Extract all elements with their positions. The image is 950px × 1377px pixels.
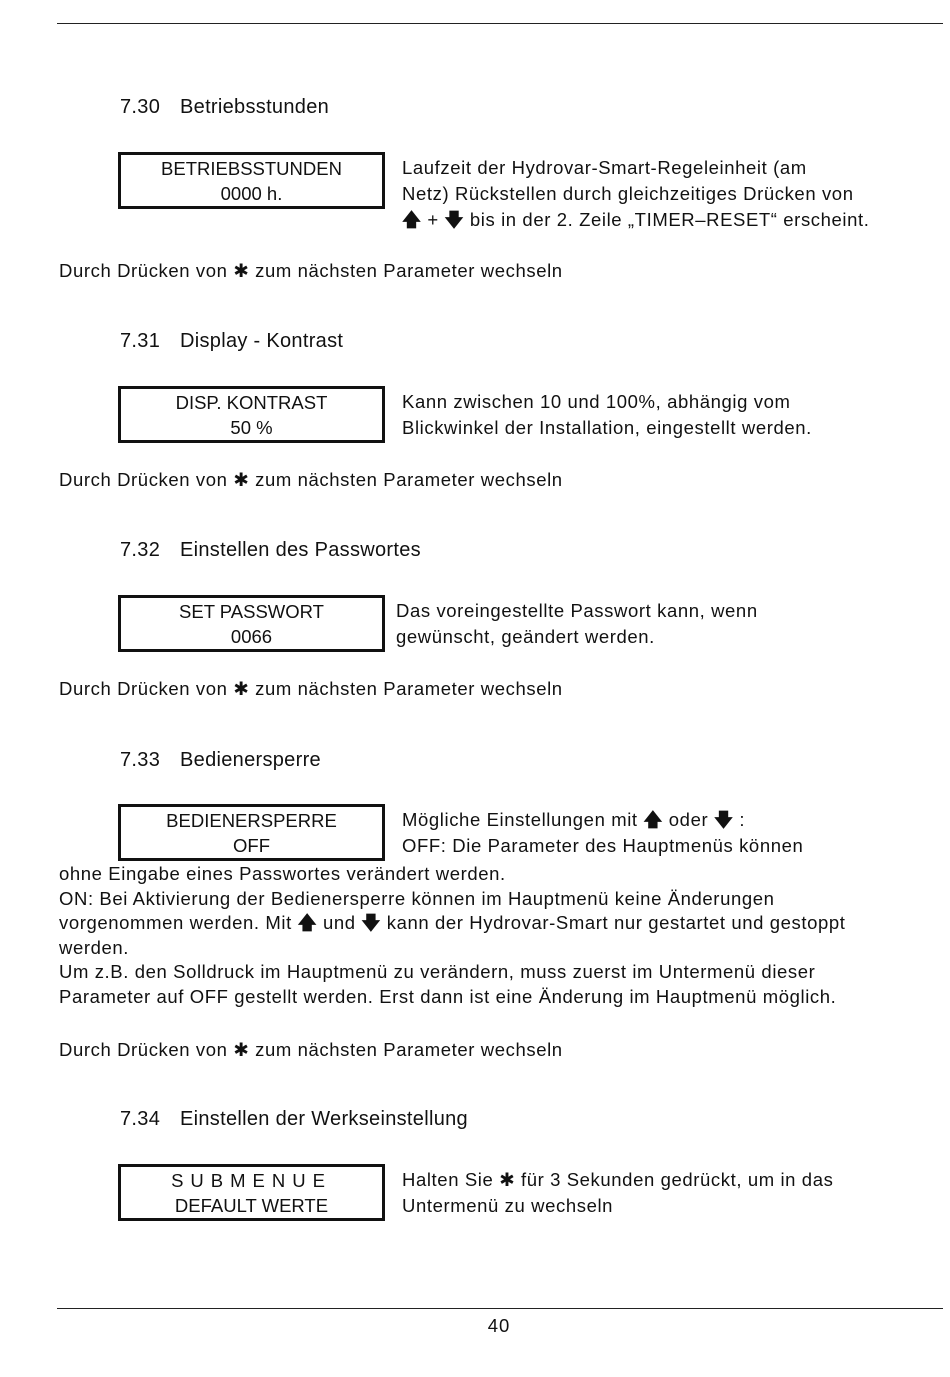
description-line: Halten Sie ✱ für 3 Sekunden gedrückt, um in das (402, 1169, 834, 1190)
paragraph-line: vorgenommen werden. Mit 🡅 und 🡇 kann der Hydrovar-Smart nur gestartet und gestoppt (59, 912, 846, 934)
arrow-up-icon: 🡅 (297, 912, 318, 934)
lcd-line-2: DEFAULT WERTE (174, 1195, 329, 1216)
description-line: Untermenü zu wechseln (402, 1195, 614, 1216)
asterisk-icon: ✱ (233, 469, 250, 490)
description-line: 🡅 + 🡇 bis in der 2. Zeile „TIMER–RESET“ erscheint. (402, 209, 870, 230)
description-line: OFF: Die Parameter des Hauptmenüs können (402, 835, 804, 856)
section-title: Display - Kontrast (180, 330, 344, 352)
navigation-hint: Durch Drücken von ✱ zum nächsten Parameter wechseln (59, 260, 563, 281)
description-line: Netz) Rückstellen durch gleichzeitiges Drücken von (402, 183, 854, 204)
lcd-line-1: SET PASSWORT (179, 601, 324, 622)
arrow-down-icon: 🡇 (444, 209, 465, 230)
section-number: 7.33 (120, 749, 161, 771)
section-heading-7-30 (120, 96, 329, 119)
description-line: Laufzeit der Hydrovar-Smart-Regeleinheit (am (402, 157, 807, 178)
description-line: Das voreingestellte Passwort kann, wenn (396, 600, 758, 621)
section-title: Einstellen des Passwortes (180, 539, 421, 561)
section-heading-7-32 (120, 539, 421, 562)
description-line: Blickwinkel der Installation, eingestellt werden. (402, 417, 812, 438)
asterisk-icon: ✱ (233, 1039, 250, 1060)
lcd-line-1: DISP. KONTRAST (175, 392, 328, 413)
lcd-line-2: 0000 h. (220, 183, 283, 204)
section-number: 7.30 (120, 96, 161, 118)
lcd-line-2: 50 % (230, 417, 273, 438)
description-betriebsstunden (402, 155, 870, 233)
lcd-display-passwort (118, 595, 385, 652)
header-rule (57, 23, 943, 24)
lcd-line-2: OFF (233, 835, 270, 856)
lcd-display-betriebsstunden (118, 152, 385, 209)
lcd-line-1: BETRIEBSSTUNDEN (161, 158, 342, 179)
paragraph-line: ON: Bei Aktivierung der Bedienersperre können im Hauptmenü keine Änderungen (59, 887, 775, 909)
section-title: Einstellen der Werkseinstellung (180, 1108, 468, 1130)
description-line: Mögliche Einstellungen mit 🡅 oder 🡇 : (402, 809, 746, 830)
lcd-display-submenue (118, 1164, 385, 1221)
paragraph-bedienersperre (59, 862, 846, 1010)
description-line: Kann zwischen 10 und 100%, abhängig vom (402, 391, 791, 412)
lcd-line-1: BEDIENERSPERRE (166, 810, 337, 831)
footer-rule (57, 1308, 943, 1309)
section-title: Bedienersperre (180, 749, 321, 771)
arrow-down-icon: 🡇 (361, 912, 381, 934)
navigation-hint: Durch Drücken von ✱ zum nächsten Parameter wechseln (59, 678, 563, 699)
section-number: 7.31 (120, 330, 161, 352)
section-title: Betriebsstunden (180, 96, 330, 118)
lcd-display-kontrast (118, 386, 385, 443)
asterisk-icon: ✱ (499, 1169, 516, 1190)
section-heading-7-34 (120, 1108, 468, 1131)
description-line: gewünscht, geändert werden. (396, 626, 655, 647)
asterisk-icon: ✱ (233, 678, 250, 699)
paragraph-line: ohne Eingabe eines Passwortes verändert werden. (59, 863, 506, 884)
page-number: 40 (487, 1315, 511, 1336)
arrow-up-icon: 🡅 (402, 209, 422, 230)
description-bedienersperre (402, 807, 803, 859)
paragraph-line: Um z.B. den Solldruck im Hauptmenü zu verändern, muss zuerst im Untermenü dieser (59, 961, 816, 983)
description-passwort (396, 598, 758, 650)
lcd-line-2: 0066 (230, 626, 273, 647)
section-heading-7-31 (120, 330, 343, 353)
description-kontrast (402, 389, 812, 441)
section-heading-7-33 (120, 749, 321, 772)
description-werkseinstellung (402, 1167, 833, 1219)
navigation-hint: Durch Drücken von ✱ zum nächsten Parameter wechseln (59, 469, 563, 490)
paragraph-line: werden. (59, 936, 130, 958)
section-number: 7.32 (120, 539, 161, 561)
asterisk-icon: ✱ (233, 260, 250, 281)
lcd-display-bedienersperre (118, 804, 385, 861)
arrow-down-icon: 🡇 (713, 809, 734, 830)
lcd-line-1: SUBMENUE (171, 1170, 332, 1191)
arrow-up-icon: 🡅 (643, 809, 664, 830)
paragraph-line: Parameter auf OFF gestellt werden. Erst dann ist eine Änderung im Hauptmenü möglich. (59, 985, 837, 1007)
navigation-hint: Durch Drücken von ✱ zum nächsten Parameter wechseln (59, 1039, 563, 1060)
section-number: 7.34 (120, 1108, 161, 1130)
